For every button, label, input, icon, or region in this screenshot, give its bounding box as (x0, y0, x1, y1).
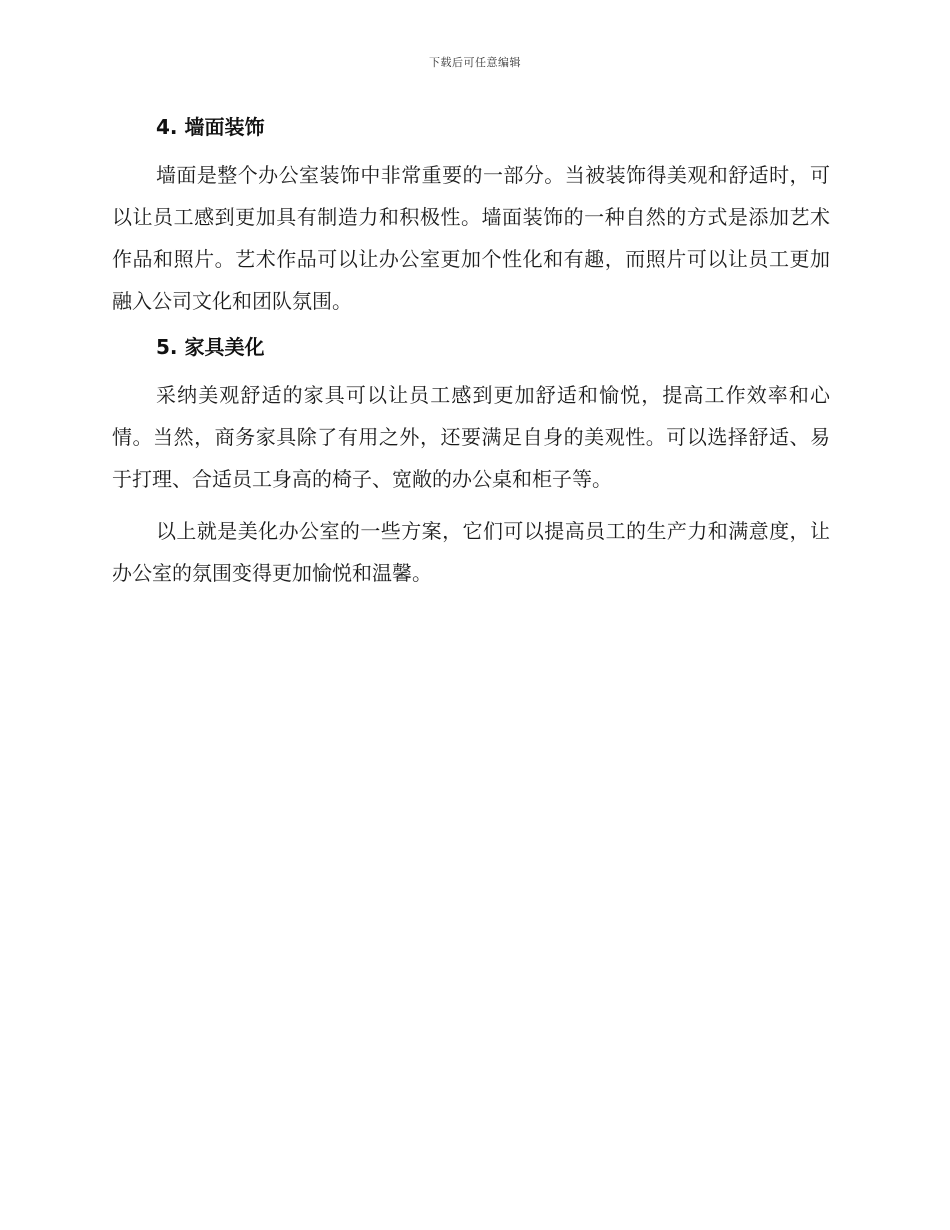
paragraph-furniture: 采纳美观舒适的家具可以让员工感到更加舒适和愉悦，提高工作效率和心情。当然，商务家具除了有用之外，还要满足自身的美观性。可以选择舒适、易于打理、合适员工身高的椅子、宽敞的办公桌和柜子等。 (112, 383, 830, 491)
paragraph-wall-decoration: 墙面是整个办公室装饰中非常重要的一部分。当被装饰得美观和舒适时，可以让员工感到更加具有制造力和积极性。墙面装饰的一种自然的方式是添加艺术作品和照片。艺术作品可以让办公室更加个性化和有趣，而照片可以让员工更加融入公司文化和团队氛围。 (112, 163, 830, 313)
section-heading-wall-decoration: 4. 墙面装饰 (156, 115, 265, 139)
paragraph-conclusion: 以上就是美化办公室的一些方案，它们可以提高员工的生产力和满意度，让办公室的氛围变得更加愉悦和温馨。 (112, 519, 830, 585)
document-body (112, 112, 830, 594)
section-heading-furniture: 5. 家具美化 (156, 335, 265, 359)
page-header: 下载后可任意编辑 (429, 56, 521, 69)
